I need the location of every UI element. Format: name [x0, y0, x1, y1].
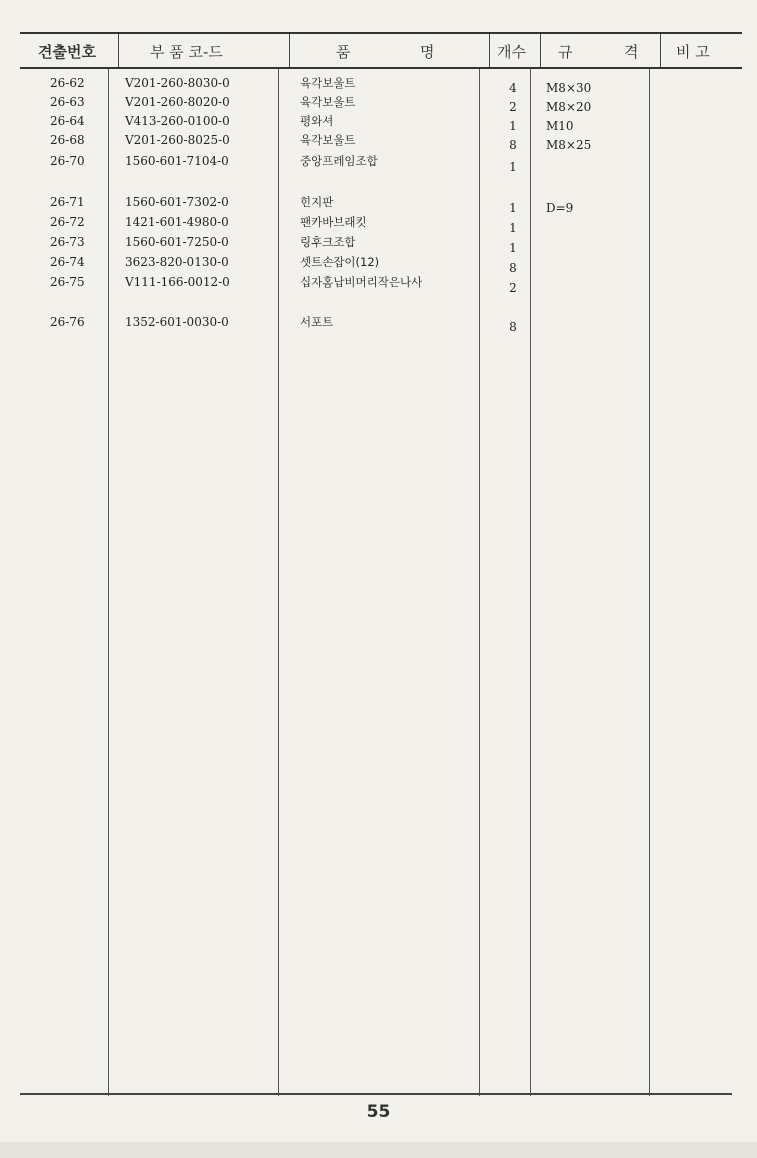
part-quantity: 1	[509, 160, 517, 174]
table-row	[0, 312, 757, 332]
part-number: 26-73	[50, 235, 85, 249]
header-name-left: 품	[336, 42, 351, 61]
table-row	[0, 192, 757, 215]
part-quantity: 4	[509, 81, 517, 95]
part-quantity: 1	[509, 241, 517, 255]
part-quantity: 1	[509, 221, 517, 235]
header-remarks: 비 고	[676, 42, 710, 61]
part-number: 26-70	[50, 154, 85, 168]
table-row	[0, 272, 757, 295]
part-code: V413-260-0100-0	[125, 114, 230, 128]
part-name: 셋트손잡이(12)	[300, 255, 380, 269]
part-number: 26-68	[50, 133, 85, 147]
table-row	[0, 212, 757, 235]
header-divider	[118, 34, 119, 67]
part-code: 1560-601-7250-0	[125, 235, 229, 249]
part-name: 육각보울트	[300, 133, 356, 147]
part-name: 팬카바브래킷	[300, 215, 367, 229]
part-spec: M8×25	[546, 138, 592, 152]
header-spec-left: 규	[558, 42, 573, 61]
part-name: 링후크조합	[300, 235, 356, 249]
header-quantity: 개수	[497, 42, 526, 61]
header-divider	[489, 34, 490, 67]
part-number: 26-71	[50, 195, 85, 209]
part-code: 3623-820-0130-0	[125, 255, 229, 269]
part-spec: M8×30	[546, 81, 592, 95]
part-name: 평와셔	[300, 114, 334, 128]
part-code: 1560-601-7302-0	[125, 195, 229, 209]
part-quantity: 2	[509, 100, 517, 114]
part-code: 1352-601-0030-0	[125, 315, 229, 329]
part-code: 1421-601-4980-0	[125, 215, 229, 229]
table-row	[0, 130, 757, 150]
part-name: 육각보울트	[300, 76, 356, 90]
part-quantity: 1	[509, 119, 517, 133]
part-name: 십자홈납비머리작은나사	[300, 275, 423, 289]
table-row	[0, 111, 757, 131]
table-row	[0, 252, 757, 275]
part-code: 1560-601-7104-0	[125, 154, 229, 168]
part-quantity: 2	[509, 281, 517, 295]
footer-rule	[20, 1093, 732, 1095]
part-code: V201-260-8025-0	[125, 133, 230, 147]
part-quantity: 8	[509, 261, 517, 275]
header-name-right: 명	[420, 42, 435, 61]
part-number: 26-62	[50, 76, 85, 90]
page-number: 55	[366, 1102, 391, 1122]
header-spec-right: 격	[624, 42, 639, 61]
scan-edge-strip	[0, 1142, 757, 1158]
part-number: 26-74	[50, 255, 85, 269]
part-quantity: 8	[509, 138, 517, 152]
part-number: 26-75	[50, 275, 85, 289]
table-row	[0, 73, 757, 93]
part-code: V111-166-0012-0	[125, 275, 230, 289]
part-name: 육각보울트	[300, 95, 356, 109]
part-name: 서포트	[300, 315, 334, 329]
header-part-no: 견출번호	[38, 42, 96, 61]
part-number: 26-63	[50, 95, 85, 109]
table-row	[0, 232, 757, 255]
part-code: V201-260-8020-0	[125, 95, 230, 109]
part-number: 26-64	[50, 114, 85, 128]
part-code: V201-260-8030-0	[125, 76, 230, 90]
part-name: 힌지판	[300, 195, 334, 209]
header-divider	[660, 34, 661, 67]
part-number: 26-76	[50, 315, 85, 329]
header-part-code: 부 품 코-드	[150, 42, 223, 61]
header-divider	[289, 34, 290, 67]
part-spec: M10	[546, 119, 574, 133]
table-row	[0, 151, 757, 174]
part-quantity: 1	[509, 201, 517, 215]
part-spec: M8×20	[546, 100, 592, 114]
part-name: 중앙프레임조합	[300, 154, 378, 168]
part-spec: D=9	[546, 201, 574, 215]
table-row	[0, 92, 757, 112]
part-quantity: 8	[509, 320, 517, 334]
header-divider	[540, 34, 541, 67]
part-number: 26-72	[50, 215, 85, 229]
